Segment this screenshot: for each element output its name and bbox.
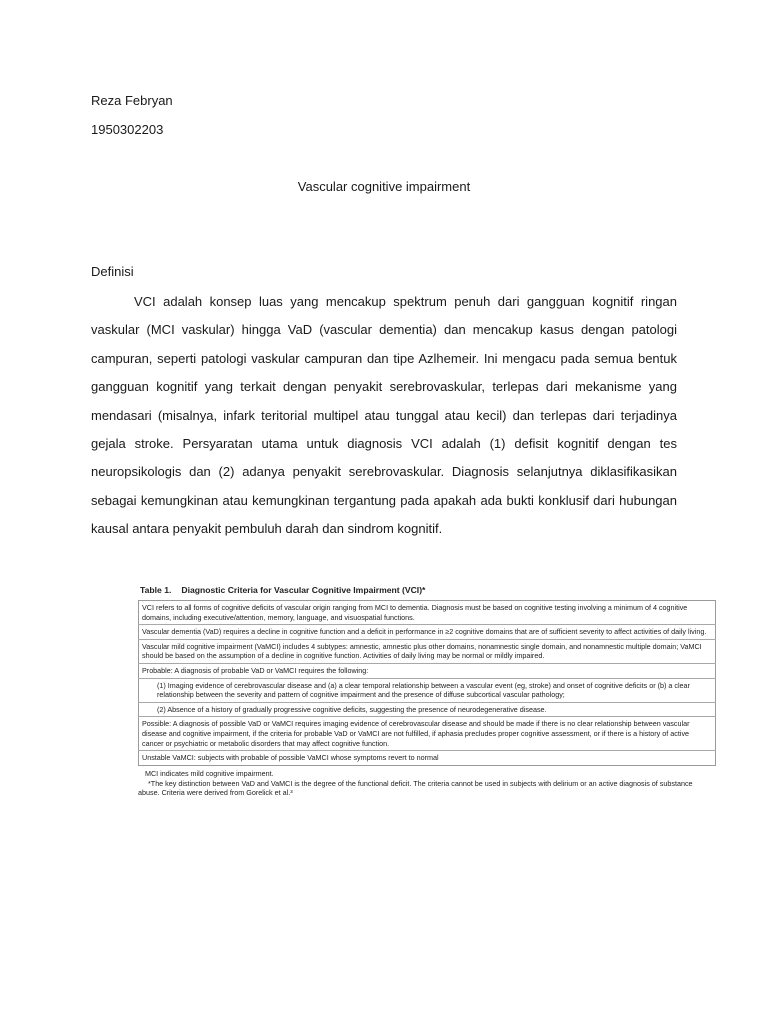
table-number: Table 1. [140,585,172,595]
table-caption [140,585,716,595]
table-row [139,751,716,766]
table-cell: Possible: A diagnosis of possible VaD or VaMCI requires imaging evidence of cerebrovascular disease and should be made if there is no clear relationship between vascular disease and cognitive impairment, if the criteria for probable VaD or VaMCI are not fulfilled, if aphasia precludes proper cognitive assessment, or if there is a history of active cancer or psychiatric or metabolic disorders that may affect cognitive function. [139,717,716,751]
table-row [139,601,716,625]
table-cell: Vascular mild cognitive impairment (VaMCI) includes 4 subtypes: amnestic, amnestic plus other domains, nonamnestic single domain, and nonamnestic multiple domain; VaMCI should be based on the assumption of a decline in cognitive function. Activities of daily living may be normal or mildly impaired. [139,639,716,663]
document-title: Vascular cognitive impairment [297,179,471,194]
table-cell: Vascular dementia (VaD) requires a decline in cognitive function and a deficit in performance in ≥2 cognitive domains that are of sufficient severity to affect activities of daily living. [139,625,716,640]
table-row [139,639,716,663]
section-heading: Definisi [91,264,134,279]
table-footnotes [138,769,716,798]
criteria-table-figure [138,585,716,798]
student-id: 1950302203 [91,122,164,137]
table-cell: Probable: A diagnosis of probable VaD or VaMCI requires the following: [139,663,716,678]
table-row [139,717,716,751]
table-cell: (2) Absence of a history of gradually progressive cognitive deficits, suggesting the presence of neurodegenerative disease. [139,702,716,717]
table-cell: Unstable VaMCI: subjects with probable of possible VaMCI whose symptoms revert to normal [142,753,439,763]
table-cell: VCI refers to all forms of cognitive deficits of vascular origin ranging from MCI to dementia. Diagnosis must be based on cognitive testing involving a minimum of 4 cognitive domains, including executive/attention, memory, language, and visuospatial functions. [139,601,716,625]
footnote: MCI indicates mild cognitive impairment. [145,768,274,778]
author-name: Reza Febryan [91,93,173,108]
table-row [139,663,716,678]
table-title: Diagnostic Criteria for Vascular Cognitive Impairment (VCI)* [181,585,426,595]
definition-paragraph: VCI adalah konsep luas yang mencakup spektrum penuh dari gangguan kognitif ringan vaskular (MCI vaskular) hingga VaD (vascular dementia) dan mencakup kasus dengan patologi campuran, seperti patologi vaskular campuran dan tipe Azlhemeir. Ini mengacu pada semua bentuk gangguan kognitif yang terkait dengan penyakit serebrovaskular, terlepas dari mekanisme yang mendasari (misalnya, infark teritorial multipel atau tunggal atau kecil) dan terlepas dari terjadinya gejala stroke. Persyaratan utama untuk diagnosis VCI adalah (1) defisit kognitif dengan tes neuropsikologis dan (2) adanya penyakit serebrovaskular. Diagnosis selanjutnya diklasifikasikan sebagai kemungkinan atau kemungkinan tergantung pada apakah ada bukti konklusif dari hubungan kausal antara penyakit pembuluh darah dan sindrom kognitif. [91,294,677,537]
table-row [139,625,716,640]
criteria-table [138,600,716,766]
table-row [139,678,716,702]
table-cell: (1) Imaging evidence of cerebrovascular disease and (a) a clear temporal relationship between a vascular event (eg, stroke) and onset of cognitive deficits or (b) a clear relationship between the severity and pattern of cognitive impairment and the presence of diffuse subcortical vascular pathology; [139,678,716,702]
footnote: *The key distinction between VaD and VaMCI is the degree of the functional deficit. The criteria cannot be used in subjects with delirium or an active diagnosis of substance abuse. Criteria were derived from Gorelick et al.³ [138,778,693,798]
table-row [139,702,716,717]
